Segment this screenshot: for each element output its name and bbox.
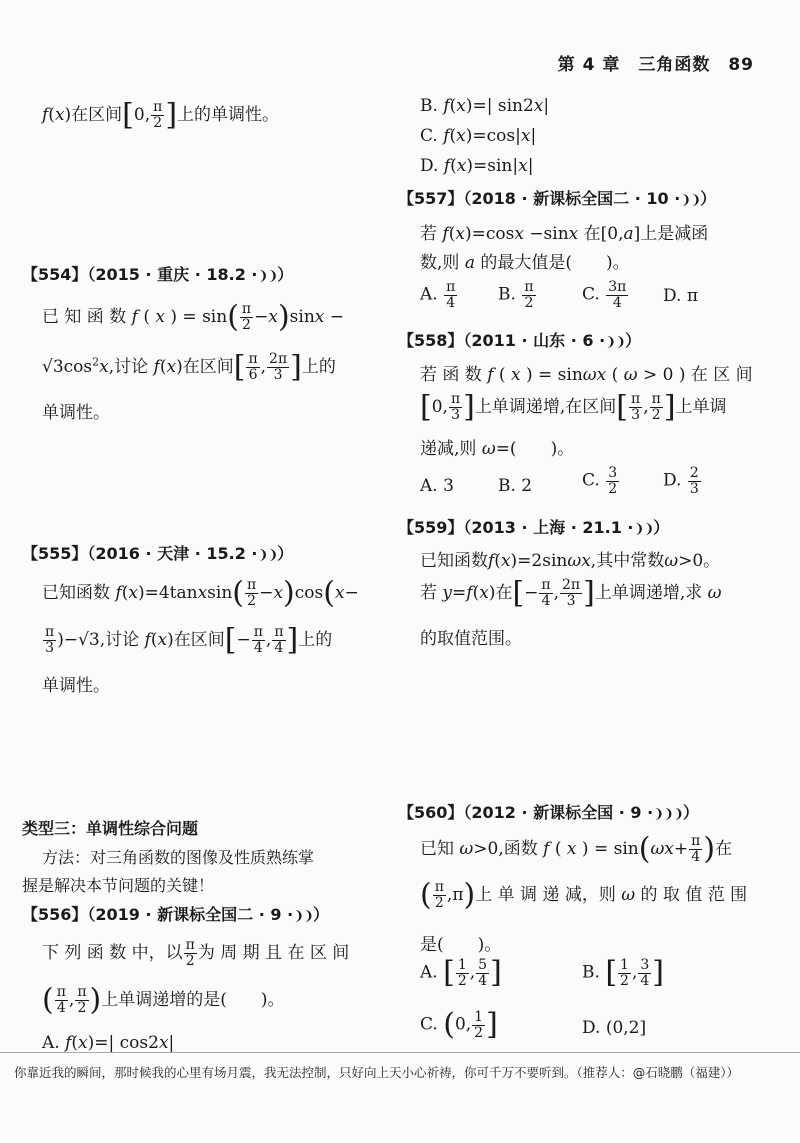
section-title: 类型三：单调性综合问题 <box>22 819 199 838</box>
question-556-option-c: C. f(x)=cos|x| <box>420 126 537 146</box>
question-559-line3: 的取值范围。 <box>420 629 522 649</box>
question-558-line3: 递减,则 ω=( )。 <box>420 439 575 459</box>
question-557-option-c: C. $\frac{3\pi}{4}$ <box>582 279 627 311</box>
difficulty-moons-icon: ❩❩ <box>605 335 625 350</box>
question-556-line2: ( $\frac{\pi}{4}$ , $\frac{\pi}{2}$ )上单调递增的是( )。 <box>42 982 285 1018</box>
question-554-line1: 已 知 函 数 f ( x ) = sin( $\frac{\pi}{2}$ −x)sinx − <box>42 299 345 335</box>
question-555-line3: 单调性。 <box>42 676 110 696</box>
footer-divider <box>0 1052 800 1053</box>
question-558-option-c: C. $\frac{3}{2}$ <box>582 465 618 497</box>
method-text-1: 方法：对三角函数的图像及性质熟练掌 <box>42 848 315 867</box>
question-554-line2: $√3\cos^2x$,讨论 f(x)在区间[ $\frac{\pi}{6}$ , $\frac{2\pi}{3}$ ]上的 <box>42 349 336 385</box>
question-558-option-a: A. 3 <box>420 476 454 496</box>
question-560-line1: 已知 ω>0,函数 f ( x ) = sin(ωx+ $\frac{\pi}{4}$ )在 <box>420 831 733 867</box>
question-558-option-b: B. 2 <box>498 476 533 496</box>
footer-quote: 你靠近我的瞬间，那时候我的心里有场月震，我无法控制，只好向上天小心祈祷，你可千万不要听到。（推荐人：@石晓鹏（福建）） <box>14 1065 740 1080</box>
difficulty-moons-icon: ❩❩ <box>257 548 278 563</box>
question-558-line2: [0, $\frac{\pi}{3}$ ]上单调递增,在区间[ $\frac{\pi}{3}$ , $\frac{\pi}{2}$ ]上单调 <box>420 389 727 425</box>
question-556-header: 【556】（2019 · 新课标全国二 · 9 ·❩❩） <box>22 905 329 924</box>
question-556-option-b: B. f(x)=| sin2x| <box>420 96 550 116</box>
question-557-option-b: B. $\frac{\pi}{2}$ <box>498 279 534 311</box>
question-560-option-c: C. (0, $\frac{1}{2}$ ] <box>420 1007 498 1043</box>
question-558-line1: 若 函 数 f ( x ) = sinωx ( ω > 0 ) 在 区 间 <box>420 365 753 385</box>
question-557-line2: 数,则 a 的最大值是( )。 <box>420 253 630 273</box>
question-556-line1: 下 列 函 数 中，以 $\frac{\pi}{2}$ 为 周 期 且 在 区 间 <box>42 937 350 969</box>
difficulty-moons-icon: ❩❩ <box>633 522 654 537</box>
question-560-option-b: B. [ $\frac{1}{2}$ , $\frac{3}{4}$ ] <box>582 955 664 991</box>
question-554-header: 【554】（2015 · 重庆 · 18.2 ·❩❩） <box>22 265 294 284</box>
question-560-option-d: D. (0,2] <box>582 1018 647 1038</box>
question-560-line2: ( $\frac{\pi}{2}$ ,π)上 单 调 递 减，则 ω 的 取 值 范 围 <box>420 877 748 913</box>
question-555-line1: 已知函数 f(x)=4tanxsin( $\frac{\pi}{2}$ −x)cos(x− <box>42 575 359 611</box>
method-text-2: 握是解决本节问题的关键！ <box>22 876 215 895</box>
question-560-header: 【560】（2012 · 新课标全国 · 9 ·❩❩❩） <box>398 803 699 822</box>
page-header: 第 4 章 三角函数 89 <box>557 55 754 75</box>
question-558-header: 【558】（2011 · 山东 · 6 ·❩❩） <box>398 331 641 350</box>
question-559-header: 【559】（2013 · 上海 · 21.1 ·❩❩） <box>398 518 670 537</box>
question-557-line1: 若 f(x)=cosx −sinx 在[0,a]上是减函 <box>420 224 709 244</box>
question-559-line1: 已知函数f(x)=2sinωx,其中常数ω>0。 <box>420 551 721 571</box>
difficulty-moons-icon: ❩❩ <box>293 909 313 924</box>
question-558-option-d: D. $\frac{2}{3}$ <box>663 465 699 497</box>
question-557-option-d: D. π <box>663 286 699 306</box>
question-555-line2: $\frac{\pi}{3}$ )−√3,讨论 f(x)在区间[− $\frac{\pi}{4}$ , $\frac{\pi}{4}$ ]上的 <box>45 622 333 658</box>
question-555-header: 【555】（2016 · 天津 · 15.2 ·❩❩） <box>22 544 294 563</box>
question-556-option-d: D. f(x)=sin|x| <box>420 156 534 176</box>
question-559-line2: 若 y=f(x)在[− $\frac{\pi}{4}$ , $\frac{2\pi}{3}$ ]上单调递增,求 ω <box>420 575 722 611</box>
difficulty-moons-icon: ❩❩ <box>257 269 278 284</box>
question-554-line3: 单调性。 <box>42 403 110 423</box>
question-557-header: 【557】（2018 · 新课标全国二 · 10 ·❩❩） <box>398 189 717 208</box>
question-560-option-a: A. [ $\frac{1}{2}$ , $\frac{5}{4}$ ] <box>420 955 502 991</box>
question-556-option-a: A. f(x)=| cos2x| <box>42 1033 175 1053</box>
difficulty-moons-icon: ❩❩❩ <box>653 807 683 822</box>
difficulty-moons-icon: ❩❩ <box>680 193 701 208</box>
question-560-line3: 是( )。 <box>420 935 502 955</box>
question-557-option-a: A. $\frac{\pi}{4}$ <box>420 279 456 311</box>
prev-question-tail: f(x)在区间[0, $\frac{\pi}{2}$ ]上的单调性。 <box>42 97 280 133</box>
